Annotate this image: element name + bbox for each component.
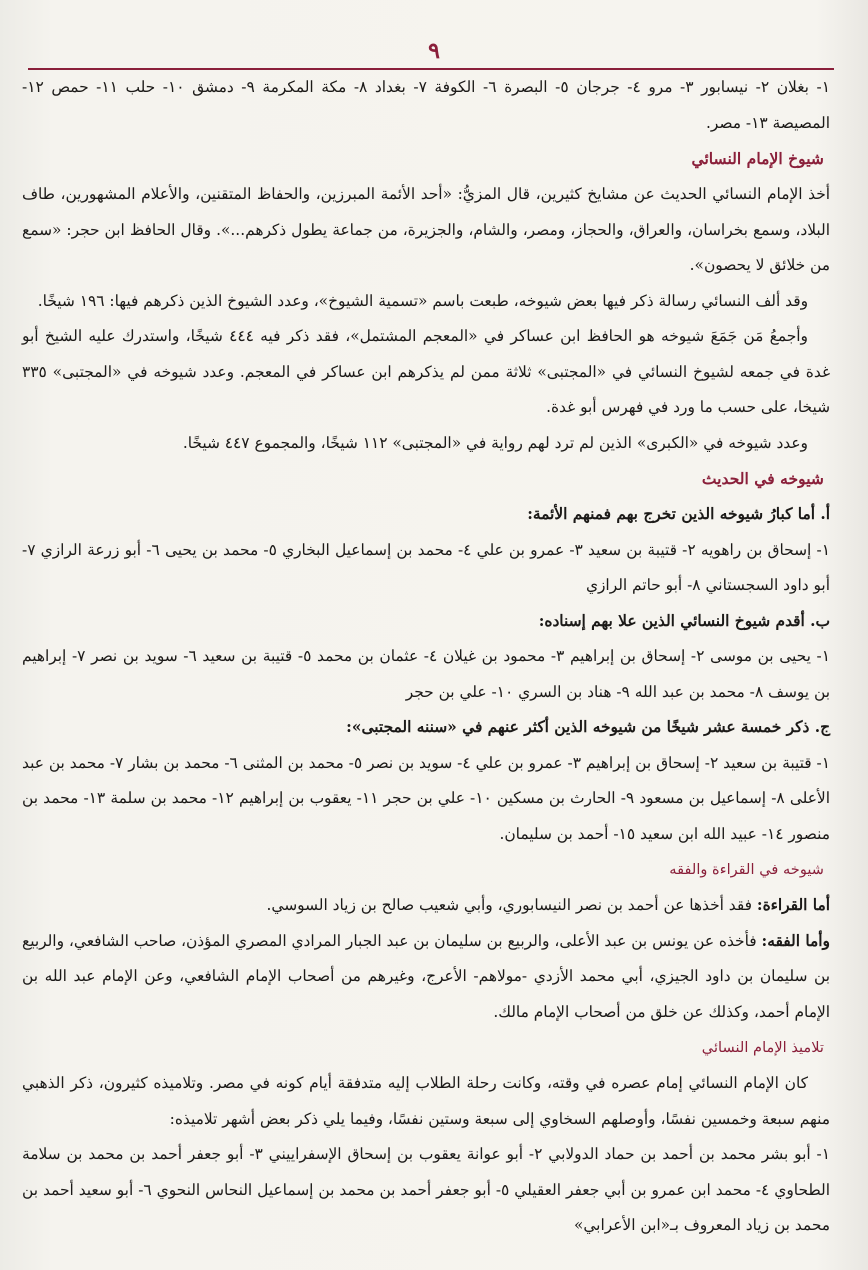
paragraph: وقد ألف النسائي رسالة ذكر فيها بعض شيوخه، طبعت باسم «تسمية الشيوخ»، وعدد الشيوخ الذين ذكرهم فيها: ١٩٦ شيخًا. [37, 291, 808, 310]
paragraph [22, 924, 830, 1031]
list-item: ١- إسحاق بن راهويه ٢- قتيبة بن سعيد ٣- عمرو بن علي ٤- محمد بن إسماعيل البخاري ٥- محمد بن يحيى ٦- أبو زرعة الرازي ٧- أبو داود السجستاني ٨- أبو حاتم الرازي [22, 540, 830, 594]
list-item: ١- أبو بشر محمد بن أحمد بن حماد الدولابي ٢- أبو عوانة يعقوب بن إسحاق الإسفراييني ٣- أبو جعفر أحمد بن محمد بن سلامة الطحاوي ٤- محمد ابن عمرو بن أبي جعفر العقيلي ٥- أبو جعفر أحمد بن محمد بن إسماعيل النحاس النحوي ٦- أبو سعيد أحمد بن محمد بن زياد المعروف بـ«ابن الأعرابي» [22, 1145, 830, 1234]
paragraph: وأجمعُ مَن جَمَعَ شيوخه هو الحافظ ابن عساكر في «المعجم المشتمل»، فقد ذكر فيه ٤٤٤ شيخًا، واستدرك عليه الشيخ أبو غدة في جمعه لشيوخ النسائي في «المجتبى» ثلاثة ممن لم يذكرهم ابن عساكر في المعجم. وعدد شيوخه في «المجتبى» ٣٣٥ شيخا، على حسب ما ورد في فهرس أبو غدة. [22, 327, 830, 416]
list-item: ١- يحيى بن موسى ٢- إسحاق بن إبراهيم ٣- محمود بن غيلان ٤- عثمان بن محمد ٥- قتيبة بن سعيد ٦- سويد بن نصر ٧- إبراهيم بن يوسف ٨- محمد بن عبد الله ٩- هناد بن السري ١٠- علي بن حجر [22, 647, 830, 701]
subsection-title: ب. أقدم شيوخ النسائي الذين علا بهم إسناده: [538, 611, 830, 630]
subsection-title: أ. أما كبارُ شيوخه الذين تخرج بهم فمنهم الأئمة: [527, 505, 830, 523]
section-heading-teachers: شيوخ الإمام النسائي [691, 149, 824, 168]
section-heading-qiraa-fiqh: شيوخه في القراءة والفقه [669, 861, 824, 878]
page-body [22, 70, 830, 1244]
page-number: ٩ [428, 38, 440, 64]
inline-label: أما القراءة: [756, 896, 830, 914]
section-heading-hadith-teachers: شيوخه في الحديث [701, 469, 824, 488]
section-heading-students: تلاميذ الإمام النسائي [701, 1039, 824, 1056]
cities-list: ١- بغلان ٢- نيسابور ٣- مرو ٤- جرجان ٥- البصرة ٦- الكوفة ٧- بغداد ٨- مكة المكرمة ٩- دمشق ١٠- حلب ١١- حمص ١٢- المصيصة ١٣- مصر. [22, 78, 830, 132]
inline-label: وأما الفقه: [761, 931, 830, 950]
paragraph: وعدد شيوخه في «الكبرى» الذين لم ترد لهم رواية في «المجتبى» ١١٢ شيخًا، والمجموع ٤٤٧ شيخًا. [182, 433, 808, 452]
paragraph [22, 888, 830, 924]
paragraph: كان الإمام النسائي إمام عصره في وقته، وكانت رحلة الطلاب إليه متدفقة أيام كونه في مصر. وتلاميذه كثيرون، ذكر الذهبي منهم سبعة وخمسين نفسًا، وأوصلهم السخاوي إلى سبعة وستين نفسًا، وفيما يلي ذكر بعض أشهر تلاميذه: [22, 1074, 830, 1128]
paragraph-text: فقد أخذها عن أحمد بن نصر النيسابوري، وأبي شعيب صالح بن زياد السوسي. [266, 896, 757, 914]
list-item: ١- قتيبة بن سعيد ٢- إسحاق بن إبراهيم ٣- عمرو بن علي ٤- سويد بن نصر ٥- محمد بن المثنى ٦- محمد بن بشار ٧- محمد بن عبد الأعلى ٨- إسماعيل بن مسعود ٩- الحارث بن مسكين ١٠- علي بن حجر ١١- يعقوب بن إبراهيم ١٢- محمد بن سلمة ١٣- محمد بن منصور ١٤- عبيد الله ابن سعيد ١٥- أحمد بن سليمان. [22, 753, 831, 843]
paragraph-text: فأخذه عن يونس بن عبد الأعلى، والربيع بن سليمان بن عبد الجبار المرادي المصري المؤذن، صاحب الشافعي، والربيع بن سليمان بن داود الجيزي، أبي محمد الأزدي -مولاهم- الأعرج، وغيرهم من أصحاب الإمام الشافعي، وعن الإمام عبد الله بن الإمام أحمد، وكذلك عن خلق من أصحاب الإمام مالك. [22, 931, 830, 1021]
subsection-title: ج. ذكر خمسة عشر شيخًا من شيوخه الذين أكثر عنهم في «سننه المجتبى»: [346, 718, 830, 736]
paragraph: أخذ الإمام النسائي الحديث عن مشايخ كثيرين، قال المزيُّ: «أحد الأئمة المبرزين، والحفاظ المتقنين، والأعلام المشهورين، طاف البلاد، وسمع بخراسان، والعراق، والحجاز، ومصر، والشام، والجزيرة، من جماعة يطول ذكرهم...». وقال الحافظ ابن حجر: «سمع من خلائق لا يحصون». [22, 185, 830, 274]
